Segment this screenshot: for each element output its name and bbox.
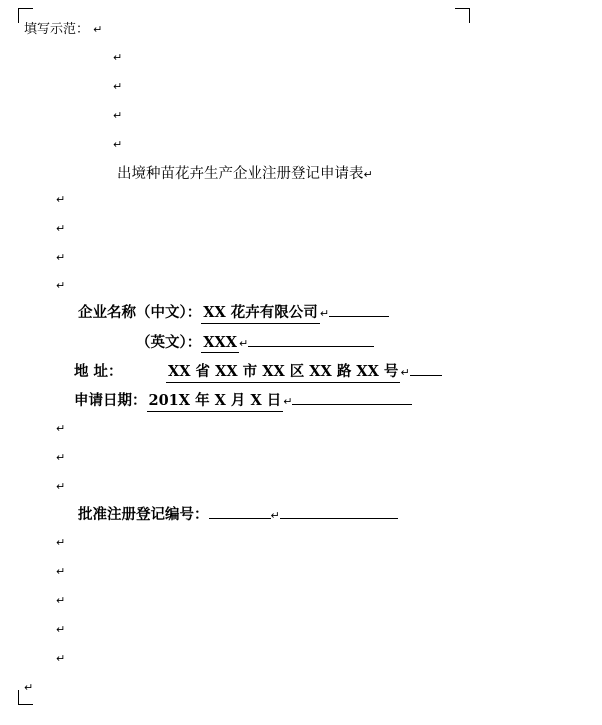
empty-paragraph-11 <box>56 477 65 495</box>
field-label-address: 地 址： <box>74 363 123 380</box>
field-label-registration-number: 批准注册登记编号： <box>78 506 209 523</box>
paragraph-mark-icon: ↵ <box>113 109 123 122</box>
paragraph-mark-icon: ↵ <box>56 279 66 292</box>
empty-paragraph-2 <box>113 77 122 95</box>
paragraph-mark-icon: ↵ <box>363 168 373 181</box>
page-title-text: 出境种苗花卉生产企业注册登记申请表 <box>117 166 364 182</box>
paragraph-mark-icon: ↵ <box>56 652 66 665</box>
empty-paragraph-16 <box>56 649 65 667</box>
paragraph-mark-icon: ↵ <box>56 222 66 235</box>
empty-paragraph-5 <box>56 190 65 208</box>
paragraph-mark-icon: ↵ <box>239 337 249 350</box>
paragraph-mark-icon: ↵ <box>400 366 410 379</box>
field-underline-extension <box>329 302 389 318</box>
paragraph-mark-icon: ↵ <box>56 422 66 435</box>
field-value-address[interactable]: XX 省 XX 市 XX 区 XX 路 XX 号 <box>166 360 400 383</box>
empty-paragraph-15 <box>56 620 65 638</box>
field-underline-extension <box>410 361 442 377</box>
field-label-application-date: 申请日期： <box>74 392 147 409</box>
page-title <box>117 162 373 183</box>
paragraph-mark-icon: ↵ <box>56 623 66 636</box>
field-company-name-en <box>136 331 374 353</box>
paragraph-mark-icon: ↵ <box>93 23 103 36</box>
empty-paragraph-3 <box>113 106 122 124</box>
field-value-application-date[interactable]: 201X 年 X 月 X 日 <box>147 389 284 412</box>
empty-paragraph-1 <box>113 48 122 66</box>
field-application-date <box>74 389 412 412</box>
field-value-registration-number[interactable] <box>209 504 271 520</box>
empty-paragraph-10 <box>56 448 65 466</box>
field-underline-extension <box>292 390 412 406</box>
paragraph-mark-icon: ↵ <box>113 80 123 93</box>
field-label-company-name-en: （英文）： <box>136 334 202 351</box>
empty-paragraph-9 <box>56 419 65 437</box>
empty-paragraph-13 <box>56 562 65 580</box>
field-underline-extension <box>248 332 374 348</box>
paragraph-mark-icon: ↵ <box>24 681 34 694</box>
crop-mark-top-right <box>455 8 470 23</box>
field-label-company-name-cn: 企业名称（中文）： <box>78 304 202 321</box>
empty-paragraph-14 <box>56 591 65 609</box>
paragraph-mark-icon: ↵ <box>113 138 123 151</box>
field-registration-number <box>78 503 398 524</box>
field-underline-extension <box>280 504 398 520</box>
paragraph-mark-icon: ↵ <box>56 251 66 264</box>
field-value-company-name-en[interactable]: XXX <box>203 334 238 351</box>
paragraph-mark-icon: ↵ <box>56 193 66 206</box>
field-value-company-name-cn[interactable]: XX 花卉有限公司 <box>201 301 320 324</box>
paragraph-mark-icon: ↵ <box>319 307 330 320</box>
paragraph-mark-icon: ↵ <box>56 480 66 493</box>
empty-paragraph-8 <box>56 276 65 294</box>
demo-label-line <box>24 18 102 37</box>
empty-paragraph-6 <box>56 219 65 237</box>
paragraph-mark-icon: ↵ <box>283 395 293 408</box>
empty-paragraph-7 <box>56 248 65 266</box>
field-company-name-cn <box>78 301 389 324</box>
field-address <box>74 360 442 383</box>
paragraph-mark-icon: ↵ <box>56 565 66 578</box>
paragraph-mark-icon: ↵ <box>113 51 123 64</box>
paragraph-mark-icon: ↵ <box>270 509 280 522</box>
empty-paragraph-4 <box>113 135 122 153</box>
paragraph-mark-icon: ↵ <box>56 536 66 549</box>
empty-paragraph-12 <box>56 533 65 551</box>
empty-paragraph-17 <box>24 678 33 696</box>
demo-label-text: 填写示范： <box>24 22 90 37</box>
paragraph-mark-icon: ↵ <box>56 594 66 607</box>
paragraph-mark-icon: ↵ <box>56 451 66 464</box>
